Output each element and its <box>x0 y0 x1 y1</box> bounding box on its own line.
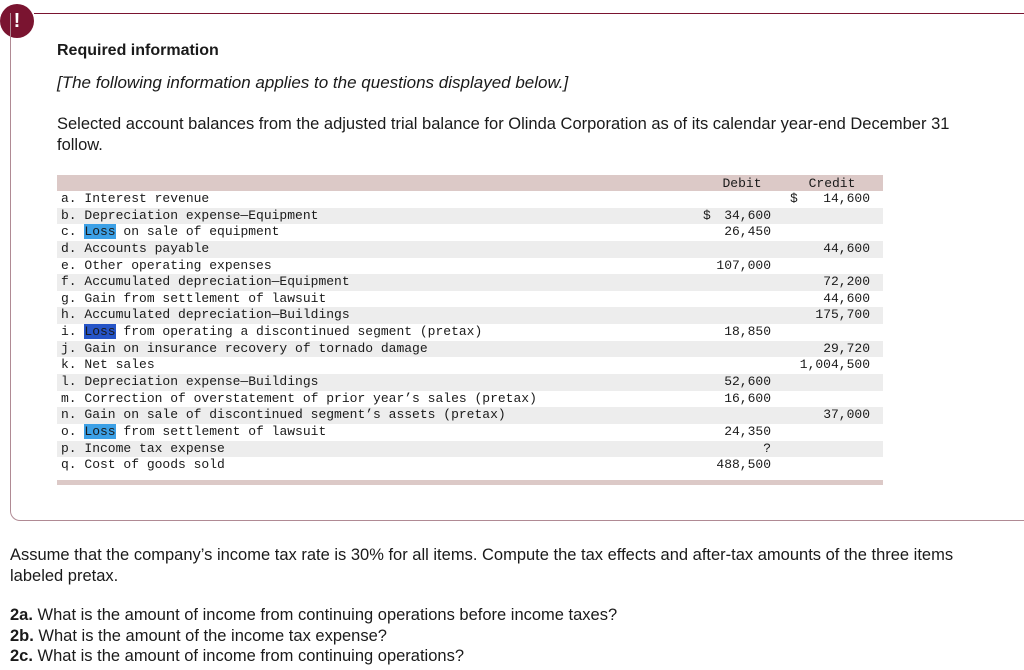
debit-currency-sign: $ <box>703 207 711 223</box>
table-row <box>57 424 883 441</box>
required-info-title: Required information <box>57 42 219 59</box>
table-row <box>57 191 883 208</box>
table-row <box>57 391 883 408</box>
account-label: b. Depreciation expense—Equipment <box>61 207 319 223</box>
credit-value: 72,200 <box>823 274 870 290</box>
credit-value: 37,000 <box>823 407 870 423</box>
debit-value: 26,450 <box>724 224 771 240</box>
table-row <box>57 307 883 324</box>
debit-value: 34,600 <box>724 207 771 223</box>
debit-value: 24,350 <box>724 423 771 439</box>
account-label: g. Gain from settlement of lawsuit <box>61 290 327 306</box>
table-row <box>57 457 883 474</box>
intro-text: Selected account balances from the adjusted trial balance for Olinda Corporation as of its calendar year-end December 31 follow. <box>57 115 950 154</box>
credit-column-header: Credit <box>808 176 856 191</box>
table-footer-rule <box>57 480 883 485</box>
table-body <box>57 191 883 474</box>
account-label: k. Net sales <box>61 357 155 373</box>
account-label: a. Interest revenue <box>61 191 210 206</box>
credit-value: 44,600 <box>823 290 870 306</box>
credit-value: 1,004,500 <box>799 357 870 373</box>
alert-icon: ! <box>0 4 34 38</box>
table-row <box>57 241 883 258</box>
account-label: p. Income tax expense <box>61 440 225 456</box>
credit-value: 175,700 <box>815 307 870 323</box>
search-highlight: Loss <box>84 324 116 340</box>
table-row <box>57 341 883 358</box>
account-label: e. Other operating expenses <box>61 257 272 273</box>
search-highlight: Loss <box>84 224 116 240</box>
debit-value: 52,600 <box>724 374 771 390</box>
debit-value: ? <box>763 440 771 456</box>
table-row <box>57 208 883 225</box>
account-label: i. Loss from operating a discontinued segment (pretax) <box>61 324 483 340</box>
credit-value: 44,600 <box>823 240 870 256</box>
question-part: 2b. What is the amount of the income tax expense? <box>10 626 387 645</box>
table-header <box>57 175 883 191</box>
debit-value: 107,000 <box>716 257 771 273</box>
account-label: m. Correction of overstatement of prior year’s sales (pretax) <box>61 390 537 406</box>
account-label: d. Accounts payable <box>61 240 210 256</box>
table-row <box>57 224 883 241</box>
account-label: h. Accumulated depreciation—Buildings <box>61 307 350 323</box>
question-part: 2c. What is the amount of income from continuing operations? <box>10 647 464 665</box>
table-row <box>57 374 883 391</box>
credit-value: 29,720 <box>823 340 870 356</box>
search-highlight: Loss <box>84 423 116 439</box>
account-label: c. Loss on sale of equipment <box>61 224 280 240</box>
account-label: n. Gain on sale of discontinued segment’s assets (pretax) <box>61 407 506 423</box>
table-row <box>57 441 883 458</box>
table-row <box>57 274 883 291</box>
table-row <box>57 324 883 341</box>
debit-value: 16,600 <box>724 390 771 406</box>
table-row <box>57 291 883 308</box>
table-row <box>57 357 883 374</box>
account-label: o. Loss from settlement of lawsuit <box>61 423 327 439</box>
question-text: Assume that the company’s income tax rate is 30% for all items. Compute the tax effects and after-tax amounts of the three items labeled pretax. <box>10 546 954 585</box>
account-label: j. Gain on insurance recovery of tornado damage <box>61 340 428 356</box>
account-label: f. Accumulated depreciation—Equipment <box>61 274 350 290</box>
debit-value: 18,850 <box>724 324 771 340</box>
debit-column-header: Debit <box>722 176 762 191</box>
account-label: l. Depreciation expense—Buildings <box>61 374 319 390</box>
question-part: 2a. What is the amount of income from continuing operations before income taxes? <box>10 606 618 624</box>
account-label: q. Cost of goods sold <box>61 457 225 473</box>
trial-balance-table <box>57 175 883 485</box>
debit-value: 488,500 <box>716 457 771 473</box>
required-info-subtitle: [The following information applies to the questions displayed below.] <box>57 73 569 92</box>
credit-value: 14,600 <box>823 191 870 206</box>
question-parts <box>10 605 617 667</box>
table-row <box>57 407 883 424</box>
table-row <box>57 258 883 275</box>
credit-currency-sign: $ <box>790 191 798 206</box>
